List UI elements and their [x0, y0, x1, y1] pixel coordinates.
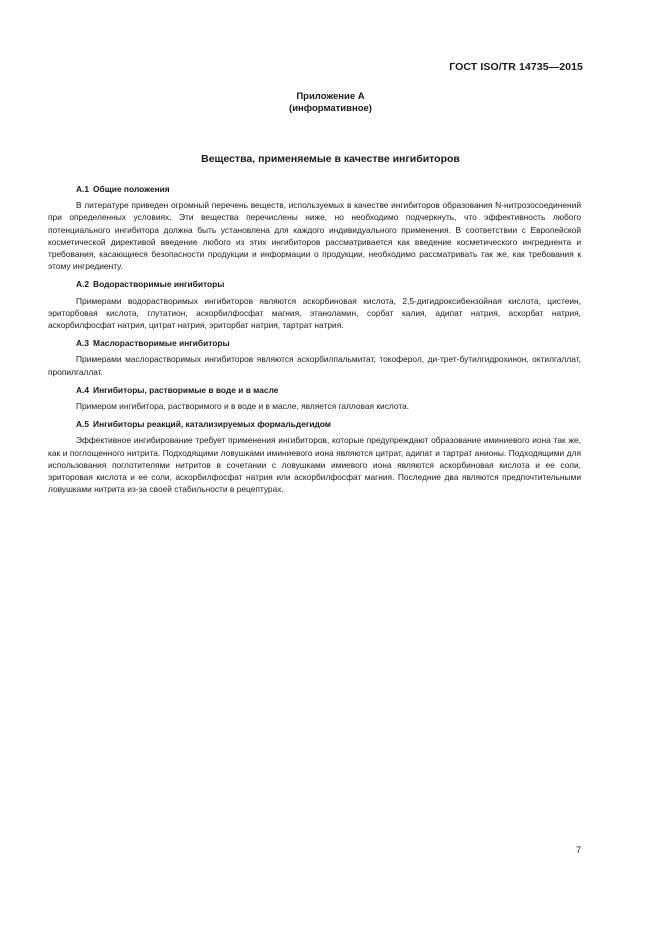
section-a3 [48, 337, 581, 378]
section-title: Маслорастворимые ингибиторы [93, 338, 230, 349]
section-title: Ингибиторы реакций, катализируемых формальдегидом [93, 419, 332, 430]
section-heading [48, 183, 581, 195]
section-heading [48, 278, 581, 290]
page-number: 7 [575, 845, 581, 855]
standard-code: ГОСТ ISO/TR 14735—2015 [449, 61, 583, 73]
page-title: Вещества, применяемые в качестве ингибиторов [201, 153, 460, 165]
section-title: Общие положения [93, 184, 170, 194]
section-title: Водорастворимые ингибиторы [93, 279, 225, 290]
section-paragraph: Примером ингибитора, растворимого и в воде и в масле, является галловая кислота. [76, 401, 410, 412]
section-number: А.3 [76, 338, 90, 349]
section-a5 [48, 418, 581, 495]
section-a4 [48, 384, 581, 412]
section-heading [48, 418, 581, 430]
annex-type: (информативное) [289, 103, 372, 114]
section-paragraph: В литературе приведен огромный перечень веществ, используемых в качестве ингибиторов образования N-нитрозосоединений при определенных условиях. Эти вещества перечислены ниже, но необходимо подчеркнуть, что эффективность любого потенциального ингибитора должна быть установлена для каждого индивидуального применения. В соответствии с Европейской косметической директивой введение любого из этих ингибиторов рассматривается как введение косметического ингредиента и требования, касающиеся безопасности продукции и информации о продукции, необходимо рассматривать так же, как требования к этому ингредиенту. [48, 200, 581, 272]
annex-title: Приложение А [296, 91, 365, 102]
section-paragraph: Примерами маслорастворимых ингибиторов являются аскорбилпальмитат, токоферол, ди-трет-бутилгидрохинон, октилгаллат, пропилгаллат. [48, 354, 581, 377]
section-a1 [48, 183, 581, 272]
section-paragraph: Эффективное ингибирование требует применения ингибиторов, которые предупреждают образование иминиевого иона так же, как и поглощенного нитрита. Подходящими ловушками иминиевого иона являются цитрат, адипат и тартрат анионы. Подходящими для использования поглотителями нитритов в сочетании с ловушками имиевого иона являются аскорбиновая кислота и ее соли, эриторовая кислота и ее соли, аскорбилфосфат натрия или аскорбилфосфат магния. Последние два являются предпочтительными ловушками нитрита из-за своей стабильности в рецептурах. [48, 435, 581, 495]
section-number: А.2 [76, 279, 90, 290]
section-heading [48, 337, 581, 349]
section-title: Ингибиторы, растворимые в воде и в масле [93, 384, 279, 395]
section-paragraph: Примерами водорастворимых ингибиторов являются аскорбиновая кислота, 2,5-дигидроксибензойная кислота, цистеин, эриторбовая кислота, глутатион, аскорбилфосфат магния, этаноламин, сорбат калия, адипат натрия, аскорбат натрия, аскорбилфосфат натрия, цитрат натрия, эриторбат натрия, тартрат натрия. [48, 295, 581, 331]
document-body [48, 183, 581, 501]
section-number: А.1 [76, 184, 90, 194]
section-number: А.4 [76, 384, 90, 395]
section-a2 [48, 278, 581, 331]
section-heading [48, 384, 581, 396]
section-number: А.5 [76, 419, 90, 430]
